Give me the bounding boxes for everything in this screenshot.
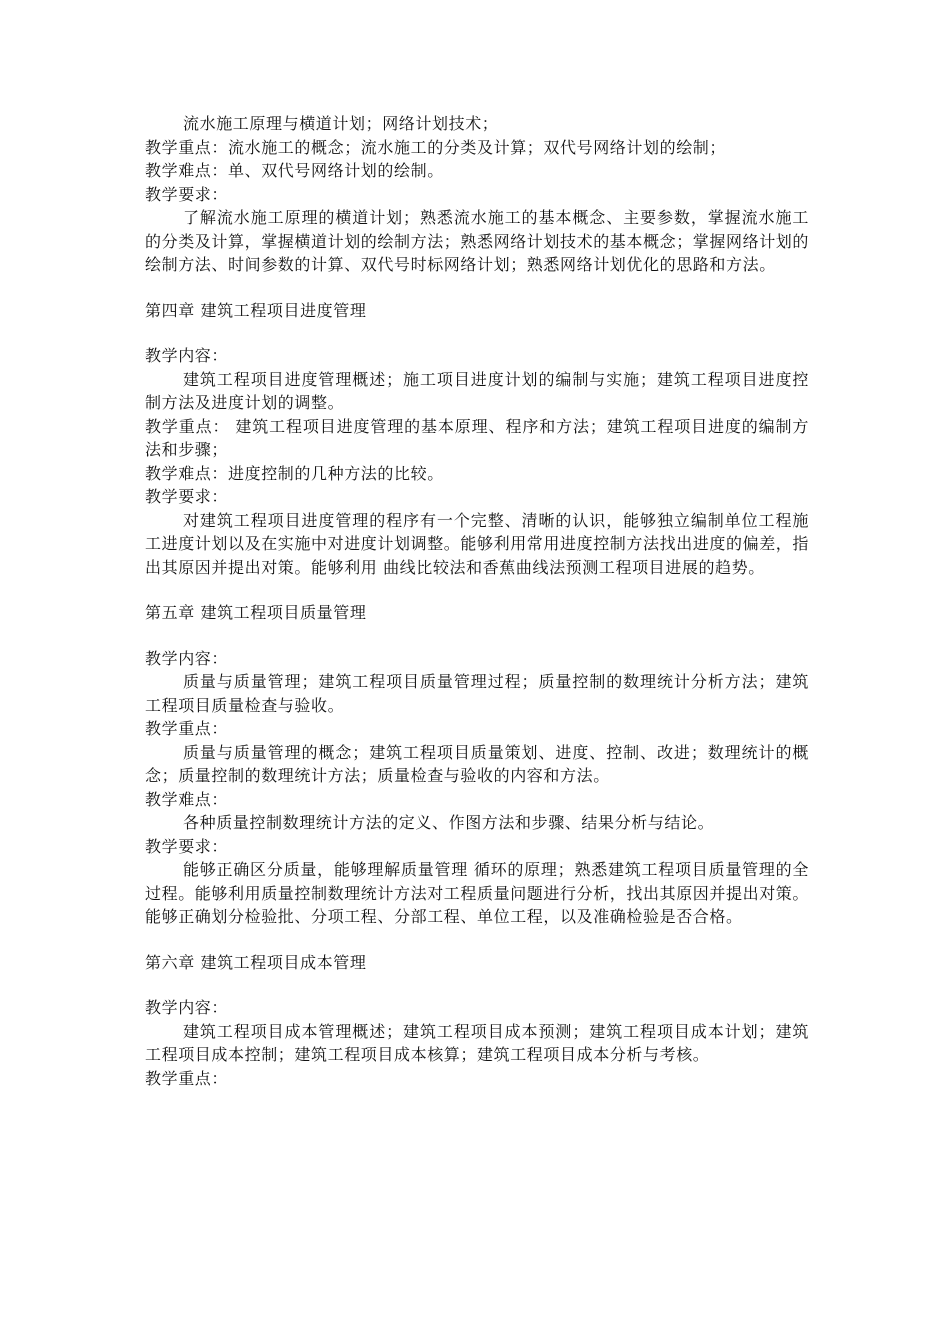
ch6-content-label: 教学内容：: [145, 998, 229, 1017]
ch4-content-label: 教学内容：: [145, 346, 229, 365]
ch4-difficulty: 教学难点：进度控制的几种方法的比较。: [145, 463, 444, 483]
chapter-6-title: 第六章 建筑工程项目成本管理: [145, 952, 367, 972]
requirements-text: 了解流水施工原理的横道计划；熟悉流水施工的基本概念、主要参数，掌握流水施工的分类及计算，掌握横道计划的绘制方法；熟悉网络计划技术的基本概念；掌握网络计划的绘制方法、时间参数的计算、双代号时标网络计划；熟悉网络计划优化的思路和方法。: [145, 208, 810, 274]
content-continuation: 流水施工原理与横道计划；网络计划技术；: [183, 114, 499, 133]
ch5-requirements-label: 教学要求：: [145, 836, 229, 856]
ch4-requirements-label: 教学要求：: [145, 487, 229, 506]
ch5-difficulty-label: 教学难点：: [145, 789, 229, 809]
ch4-content-text: 建筑工程项目进度管理概述；施工项目进度计划的编制与实施；建筑工程项目进度控制方法及进度计划的调整。: [145, 369, 809, 412]
chapter-4-title: 第四章 建筑工程项目进度管理: [145, 300, 367, 320]
document-page: [145, 112, 809, 1090]
ch5-requirements-text: 能够正确区分质量，能够理解质量管理 循环的原理；熟悉建筑工程项目质量管理的全过程。能够利用质量控制数理统计方法对工程质量问题进行分析，找出其原因并提出对策。能够正确划分检验批、分项工程、分部工程、单位工程，以及准确检验是否合格。: [145, 860, 810, 926]
ch5-content-text: 质量与质量管理；建筑工程项目质量管理过程；质量控制的数理统计分析方法；建筑工程项目质量检查与验收。: [145, 672, 809, 715]
ch5-key-text: 质量与质量管理的概念；建筑工程项目质量策划、进度、控制、改进；数理统计的概念；质量控制的数理统计方法；质量检查与验收的内容和方法。: [145, 742, 809, 785]
ch6-key-label: 教学重点：: [145, 1068, 229, 1088]
ch4-key-points: 教学重点： 建筑工程项目进度管理的基本原理、程序和方法；建筑工程项目进度的编制方法和步骤；: [145, 416, 809, 459]
difficulty: 教学难点：单、双代号网络计划的绘制。: [145, 161, 444, 180]
ch6-content-text: 建筑工程项目成本管理概述；建筑工程项目成本预测；建筑工程项目成本计划；建筑工程项目成本控制；建筑工程项目成本核算；建筑工程项目成本分析与考核。: [145, 1021, 809, 1064]
ch4-requirements-text: 对建筑工程项目进度管理的程序有一个完整、清晰的认识，能够独立编制单位工程施工进度计划以及在实施中对进度计划调整。能够利用常用进度控制方法找出进度的偏差，指出其原因并提出对策。能够利用 曲线比较法和香蕉曲线法预测工程项目进展的趋势。: [145, 510, 810, 577]
ch5-content-label: 教学内容：: [145, 648, 229, 668]
chapter-5-title: 第五章 建筑工程项目质量管理: [145, 603, 367, 622]
ch5-key-label: 教学重点：: [145, 719, 229, 738]
ch5-difficulty-text: 各种质量控制数理统计方法的定义、作图方法和步骤、结果分析与结论。: [183, 813, 715, 832]
key-points: 教学重点：流水施工的概念；流水施工的分类及计算；双代号网络计划的绘制；: [145, 137, 727, 157]
requirements-label: 教学要求：: [145, 184, 229, 204]
